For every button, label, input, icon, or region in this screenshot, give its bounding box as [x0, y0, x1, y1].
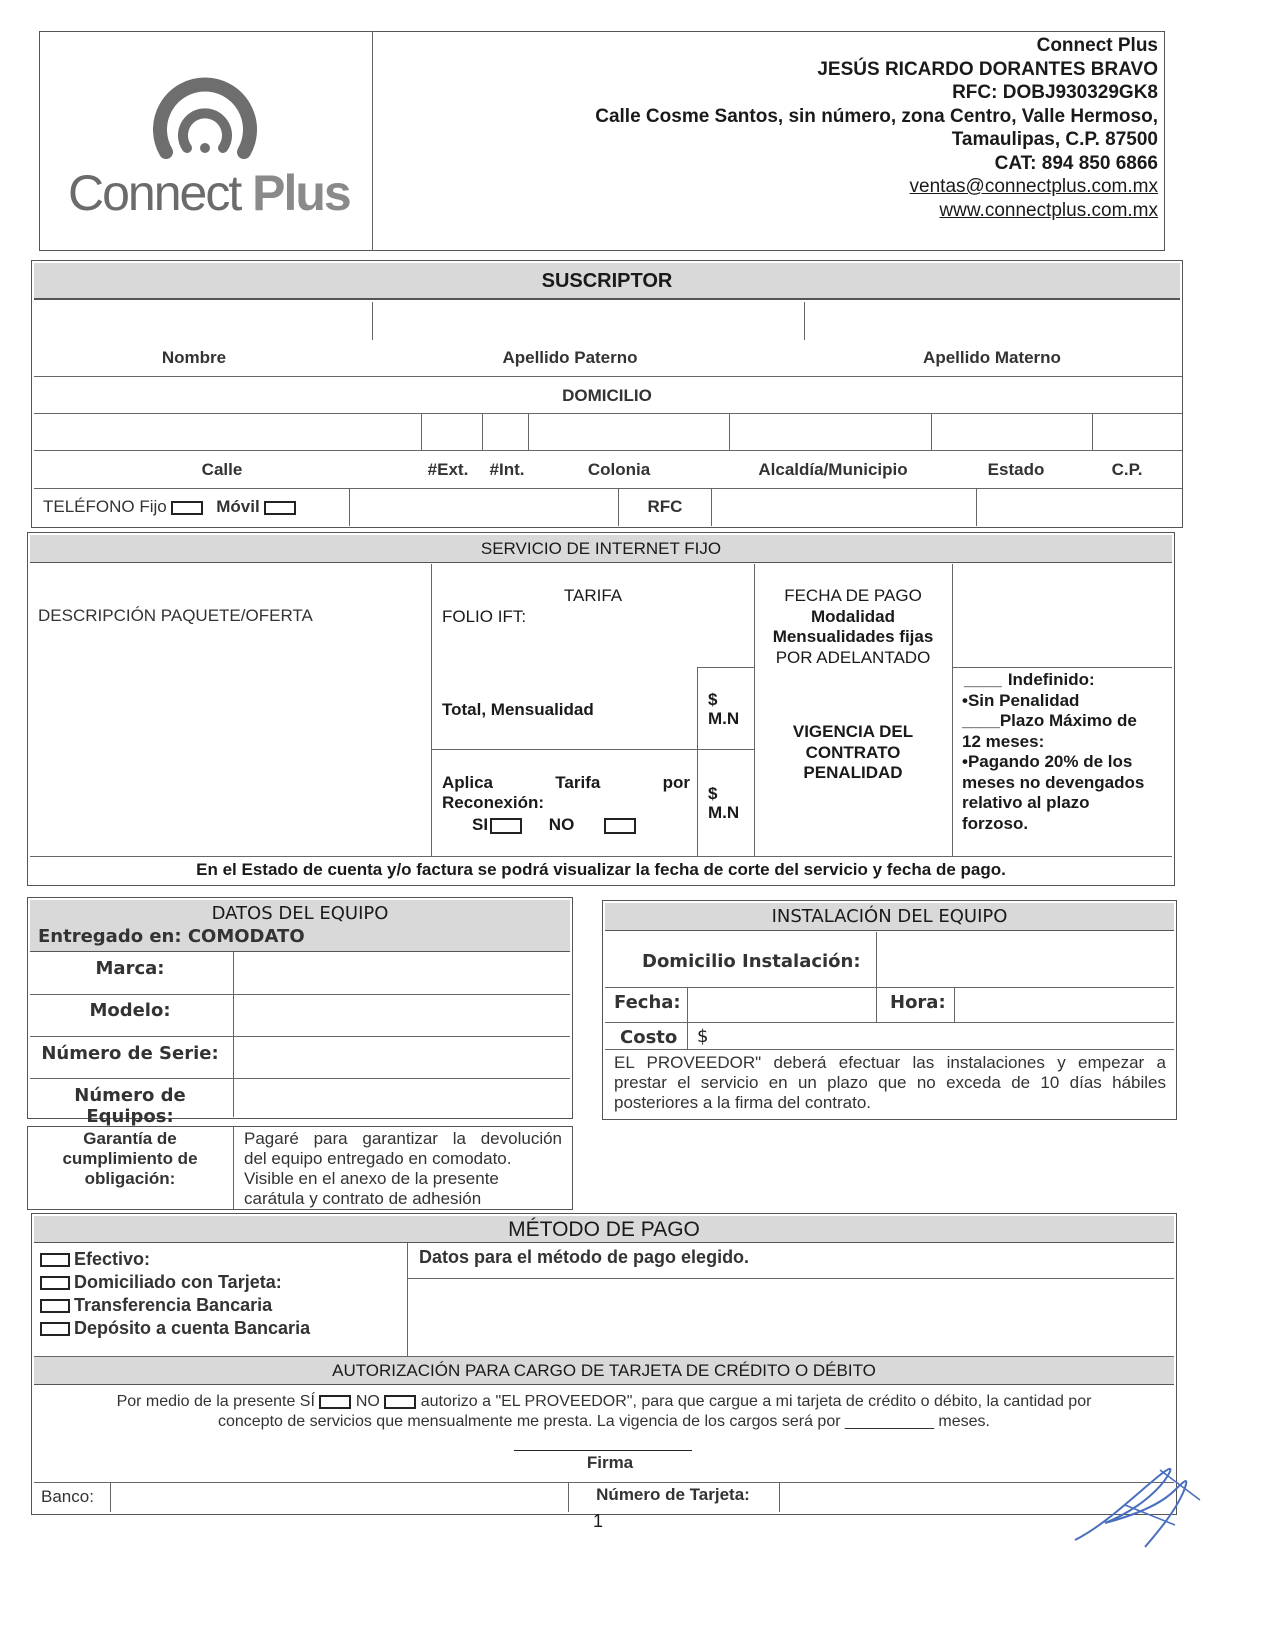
reconexion-currency [708, 784, 752, 822]
garantia-line-2: cumplimiento de [62, 1149, 198, 1168]
company-address-2: Tamaulipas, C.P. 87500 [951, 129, 1158, 150]
pagare-line-1: Pagaré para garantizar la devolución [244, 1129, 562, 1148]
reconexion-pesos: $ [708, 784, 718, 803]
company-cat: CAT: 894 850 6866 [994, 152, 1158, 174]
estado-label: Estado [987, 460, 1045, 479]
serie-label: Número de Serie: [41, 1043, 219, 1064]
company-logo [60, 60, 360, 230]
transferencia-checkbox[interactable] [40, 1299, 70, 1313]
nombre-label: Nombre [161, 348, 227, 367]
movil-checkbox[interactable] [264, 501, 296, 515]
modelo-label: Modelo: [89, 1000, 171, 1021]
reconexion-label: Reconexión: [442, 793, 545, 812]
total-pesos: $ [708, 690, 718, 709]
autorizacion-title: AUTORIZACIÓN PARA CARGO DE TARJETA DE CRÉDITO O DÉBITO [34, 1357, 1174, 1385]
deposito-checkbox[interactable] [40, 1322, 70, 1336]
autorizacion-si-checkbox[interactable] [319, 1395, 351, 1409]
instalacion-texto [614, 1053, 1166, 1113]
page-number: 1 [592, 1511, 603, 1531]
indefinido-label: Indefinido: [1007, 670, 1095, 689]
tarifa-label: TARIFA [563, 586, 623, 605]
company-rfc: RFC: DOBJ930329GK8 [952, 82, 1158, 103]
banco-label: Banco: [41, 1487, 94, 1506]
apellido-paterno-label: Apellido Paterno [502, 348, 638, 367]
total-label: Total, Mensualidad [442, 700, 594, 719]
company-owner: JESÚS RICARDO DORANTES BRAVO [817, 58, 1158, 80]
vigencia-label-3: PENALIDAD [803, 763, 903, 782]
company-address-1: Calle Cosme Santos, sin número, zona Centro, Valle Hermoso, [595, 105, 1158, 127]
autorizacion-line-2: concepto de servicios que mensualmente me presta. La vigencia de los cargos será por __________ meses. [217, 1413, 990, 1430]
telefono-row [43, 497, 353, 517]
efectivo-label: Efectivo: [74, 1249, 151, 1269]
transferencia-label: Transferencia Bancaria [74, 1295, 273, 1315]
plazo-label: Plazo Máximo de [999, 711, 1137, 730]
total-currency [708, 690, 752, 728]
cp-label: C.P. [1111, 460, 1143, 479]
calle-label: Calle [201, 460, 243, 479]
si-label: SI [472, 815, 489, 834]
domicilio-label: DOMICILIO [562, 386, 652, 405]
relativo-label: relativo al plazo [962, 793, 1090, 812]
hora-label: Hora: [890, 992, 946, 1013]
plazo-blank: ____ [962, 711, 1000, 730]
pagare-line-3: Visible en el anexo de la presente [244, 1169, 499, 1188]
logo-word-plus: Plus [252, 165, 350, 221]
vigencia-label-2: CONTRATO [805, 742, 901, 762]
servicio-title: SERVICIO DE INTERNET FIJO [30, 535, 1172, 563]
meses-label: 12 meses: [962, 731, 1045, 751]
wifi-logo-icon [60, 60, 360, 160]
header-divider [372, 31, 373, 251]
descripcion-label: DESCRIPCIÓN PAQUETE/OFERTA [38, 606, 313, 625]
marca-label: Marca: [95, 958, 165, 979]
company-web-link[interactable]: www.connectplus.com.mx [939, 199, 1158, 221]
suscriptor-title: SUSCRIPTOR [34, 263, 1180, 300]
pagando-label: •Pagando 20% de los [962, 752, 1133, 771]
firma-line [514, 1450, 692, 1451]
company-email-link[interactable]: ventas@connectplus.com.mx [909, 176, 1158, 197]
instalacion-title: INSTALACIÓN DEL EQUIPO [605, 903, 1174, 931]
rfc-label: RFC [647, 497, 683, 516]
firma-label: Firma [586, 1453, 634, 1472]
domiciliado-label: Domiciliado con Tarjeta: [74, 1272, 282, 1292]
aplica-word-1: Aplica [442, 773, 494, 792]
signature-mark [1065, 1455, 1205, 1555]
autorizacion-no-checkbox[interactable] [384, 1395, 416, 1409]
movil-label: Móvil [216, 497, 260, 516]
deposito-label: Depósito a cuenta Bancaria [74, 1318, 311, 1338]
garantia-label [34, 1129, 226, 1189]
logo-text [68, 164, 368, 222]
mensualidades-label: Mensualidades fijas [772, 627, 934, 646]
numero-equipos-label: Número de Equipos: [74, 1085, 186, 1127]
garantia-line-3: obligación: [84, 1169, 176, 1188]
entregado-label: Entregado en: COMODATO [38, 926, 305, 947]
reconexion-mn: M.N [708, 803, 740, 822]
domiciliado-checkbox[interactable] [40, 1276, 70, 1290]
no-label: NO [548, 815, 575, 834]
no-devengados-label: meses no devengados [962, 772, 1145, 792]
alcaldia-label: Alcaldía/Municipio [758, 460, 908, 479]
plazo-block [962, 670, 1168, 834]
logo-word-connect: Connect [68, 165, 241, 221]
aplica-word-2: Tarifa [555, 773, 601, 792]
total-mn: M.N [708, 709, 740, 728]
costo-label: Costo [620, 1027, 678, 1048]
autorizacion-line-1: autorizo a "EL PROVEEDOR", para que cargue a mi tarjeta de crédito o débito, la cantidad por [420, 1393, 1092, 1410]
sin-penalidad-label: •Sin Penalidad [962, 690, 1080, 710]
company-name: Connect Plus [1036, 35, 1158, 56]
instalacion-line-1: EL PROVEEDOR" deberá efectuar las instalaciones y empezar a [614, 1053, 1166, 1072]
autorizacion-si-text: Por medio de la presente SÍ [116, 1393, 315, 1410]
fecha-pago-block [756, 586, 950, 668]
reconexion-block [442, 773, 690, 835]
efectivo-checkbox[interactable] [40, 1253, 70, 1267]
indefinido-blank: ____ [964, 670, 1002, 689]
company-info [380, 34, 1158, 222]
folio-label: FOLIO IFT: [442, 607, 527, 626]
reconexion-si-checkbox[interactable] [490, 818, 522, 834]
autorizacion-texto [40, 1392, 1168, 1432]
equipo-title: DATOS DEL EQUIPO [211, 903, 389, 924]
vigencia-block [756, 722, 950, 784]
instalacion-line-2: prestar el servicio en un plazo que no exceda de 10 días hábiles [614, 1073, 1166, 1092]
servicio-nota: En el Estado de cuenta y/o factura se podrá visualizar la fecha de corte del servicio y fecha de pago. [196, 860, 1006, 879]
equipo-title-bar [30, 900, 570, 952]
pagare-line-2: del equipo entregado en comodato. [244, 1149, 512, 1168]
costo-pesos: $ [697, 1026, 709, 1047]
aplica-word-3: por [662, 773, 690, 792]
domicilio-instalacion-label: Domicilio Instalación: [642, 951, 861, 972]
pago-title: MÉTODO DE PAGO [34, 1216, 1174, 1243]
int-label: #Int. [489, 460, 525, 479]
instalacion-line-3: posteriores a la firma del contrato. [614, 1093, 872, 1112]
modalidad-label: Modalidad [810, 606, 896, 626]
apellido-materno-label: Apellido Materno [923, 348, 1061, 367]
garantia-line-1: Garantía de [83, 1129, 177, 1148]
fijo-checkbox[interactable] [171, 501, 203, 515]
pagare-text [244, 1129, 562, 1209]
vigencia-label-1: VIGENCIA DEL [792, 722, 914, 741]
telefono-fijo-label: TELÉFONO Fijo [43, 497, 167, 516]
colonia-label: Colonia [587, 460, 651, 479]
datos-pago-label: Datos para el método de pago elegido. [419, 1247, 750, 1267]
ext-label: #Ext. [427, 460, 469, 479]
fecha-label: Fecha: [614, 992, 681, 1013]
reconexion-no-checkbox[interactable] [604, 818, 636, 834]
fecha-pago-label: FECHA DE PAGO [784, 586, 922, 605]
adelantado-label: POR ADELANTADO [775, 647, 931, 667]
forzoso-label: forzoso. [962, 813, 1029, 833]
pago-options [40, 1248, 400, 1340]
numero-tarjeta-label: Número de Tarjeta: [596, 1485, 750, 1504]
autorizacion-no-text: NO [355, 1393, 380, 1410]
pagare-line-4: carátula y contrato de adhesión [244, 1189, 482, 1208]
